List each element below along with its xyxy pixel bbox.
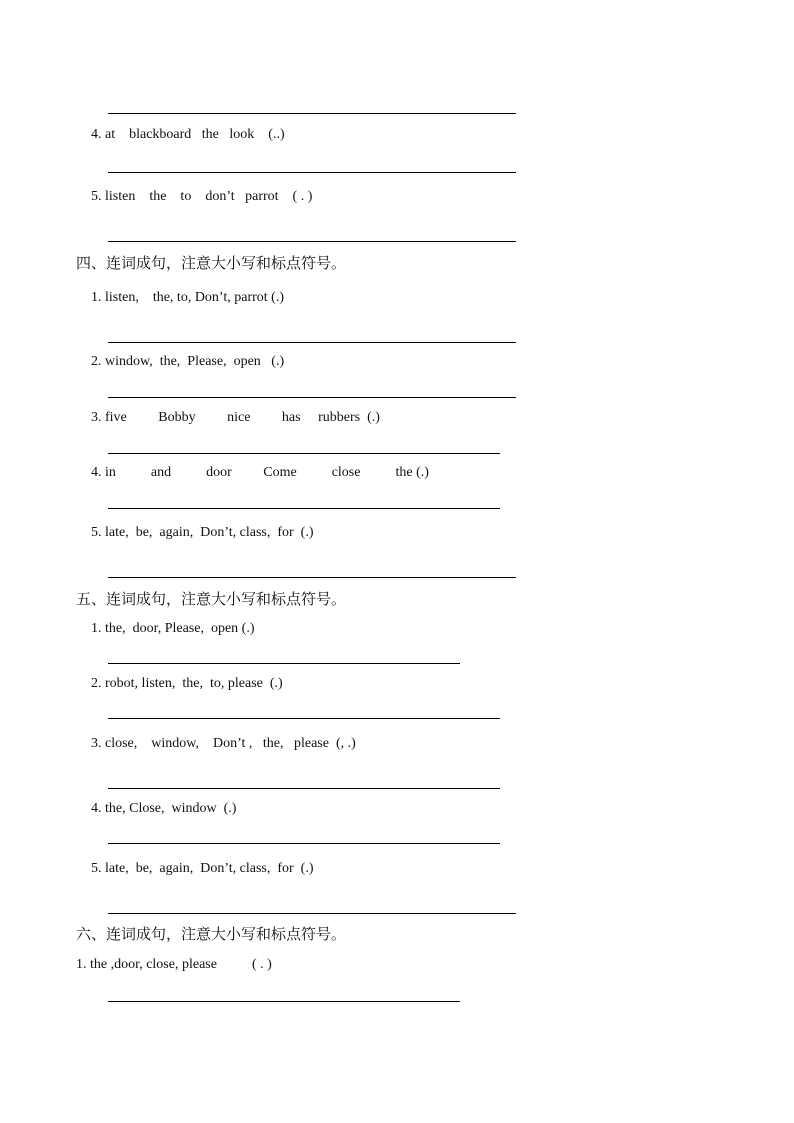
section-heading: 四、连词成句，注意大小写和标点符号。 (76, 254, 347, 272)
exercise-item: 5. late, be, again, Don’t, class, for (.) (91, 861, 314, 876)
answer-line (108, 718, 500, 719)
answer-line (108, 342, 516, 343)
answer-line (108, 453, 500, 454)
exercise-item: 3. five Bobby nice has rubbers (.) (91, 410, 380, 425)
exercise-item: 4. in and door Come close the (.) (91, 465, 429, 480)
exercise-item: 3. close, window, Don’t , the, please (, .) (91, 736, 356, 751)
section-heading: 六、连词成句，注意大小写和标点符号。 (76, 925, 347, 943)
answer-line (108, 788, 500, 789)
answer-line (108, 113, 516, 114)
answer-line (108, 843, 500, 844)
exercise-item: 2. window, the, Please, open (.) (91, 354, 285, 369)
exercise-item: 1. listen, the, to, Don’t, parrot (.) (91, 290, 284, 305)
answer-line (108, 663, 460, 664)
exercise-item: 4. at blackboard the look (..) (91, 127, 285, 142)
answer-line (108, 913, 516, 914)
exercise-item: 1. the, door, Please, open (.) (91, 621, 255, 636)
exercise-item: 5. listen the to don’t parrot ( . ) (91, 189, 313, 204)
exercise-item: 1. the ,door, close, please ( . ) (76, 957, 272, 972)
exercise-item: 4. the, Close, window (.) (91, 801, 237, 816)
exercise-item: 2. robot, listen, the, to, please (.) (91, 676, 283, 691)
answer-line (108, 1001, 460, 1002)
answer-line (108, 577, 516, 578)
answer-line (108, 397, 516, 398)
answer-line (108, 241, 516, 242)
section-heading: 五、连词成句，注意大小写和标点符号。 (76, 590, 347, 608)
answer-line (108, 172, 516, 173)
exercise-item: 5. late, be, again, Don’t, class, for (.) (91, 525, 314, 540)
answer-line (108, 508, 500, 509)
